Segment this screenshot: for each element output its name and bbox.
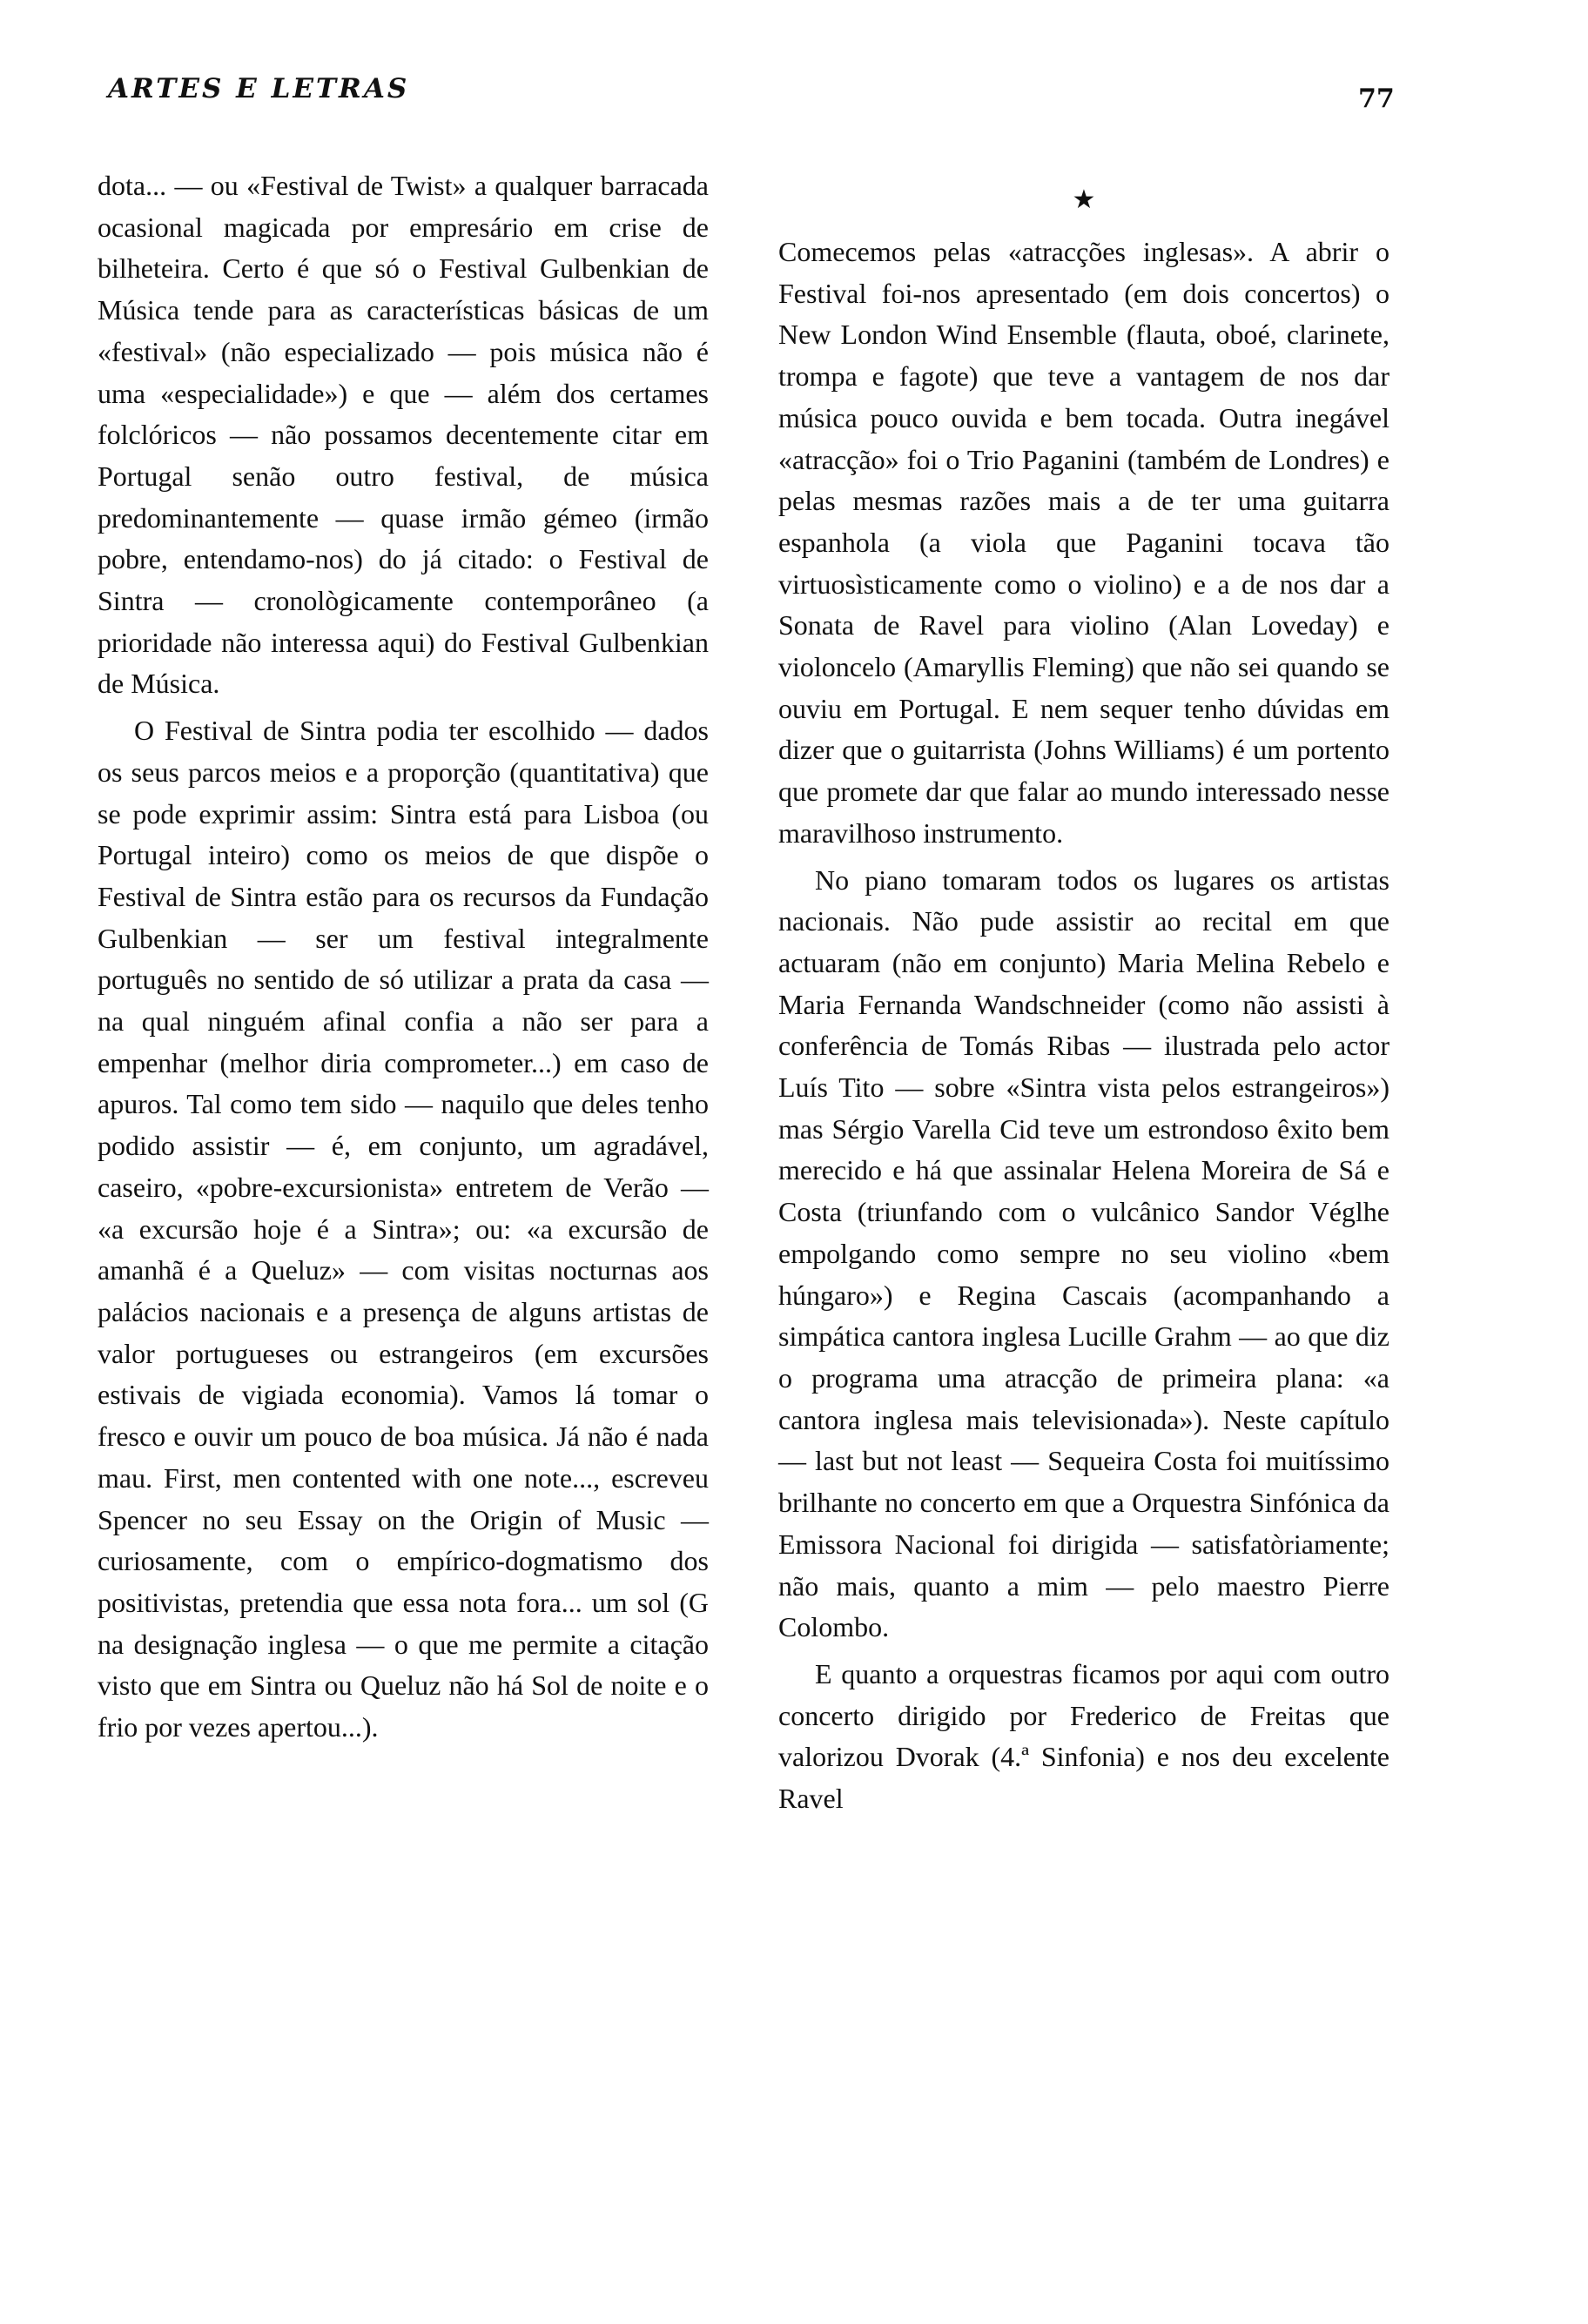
star-ornament-icon: ★ [1072, 185, 1096, 214]
paragraph: dota... — ou «Festival de Twist» a qualquer barracada ocasional magicada por empresário em crise de bilheteira. Certo é que só o Festival Gulbenkian de Música tende para as características básicas de um «festival» (não especializado — pois música não é uma «especialidade») e que — além dos certames folclóricos — não possamos decentemente citar em Portugal senão outro festival, de música predominantemente — quase irmão gémeo (irmão pobre, entendamo-nos) do já citado: o Festival de Sintra — cronològicamente contemporâneo (a prioridade não interessa aqui) do Festival Gulbenkian de Música. [98, 170, 709, 700]
running-title: ARTES E LETRAS [108, 73, 410, 104]
paragraph: O Festival de Sintra podia ter escolhido — dados os seus parcos meios e a proporção (quantitativa) que se pode exprimir assim: Sintra está para Lisboa (ou Portugal inteiro) como os meios de que dispõe o Festival de Sintra estão para os recursos da Fundação Gulbenkian — ser um festival integralmente português no sentido de só utilizar a prata da casa — na qual ninguém afinal confia a não ser para a empenhar (melhor diria comprometer...) em caso de apuros. Tal como tem sido — naquilo que deles tenho podido assistir — é, em conjunto, um agradável, caseiro, «pobre-excursionista» entretem de Verão — «a excursão hoje é a Sintra»; ou: «a excursão de amanhã é a Queluz» — com visitas nocturnas aos palácios nacionais e a presença de alguns artistas de valor portugueses ou estrangeiros (em excursões estivais de vigiada economia). Vamos lá tomar o fresco e ouvir um pouco de boa música. Já não é nada mau. First, men contented with one note..., escreveu Spencer no seu Essay on the Origin of Music — curiosamente, com o empírico-dogmatismo dos positivistas, pretendia que essa nota fora... um sol (G na designação inglesa — o que me permite a citação visto que em Sintra ou Queluz não há Sol de noite e o frio por vezes apertou...). [98, 715, 709, 1743]
paragraph: E quanto a orquestras ficamos por aqui com outro concerto dirigido por Frederico de Freitas que valorizou Dvorak (4.ª Sinfonia) e nos deu excelente Ravel [778, 1657, 1390, 1815]
paragraph: Comecemos pelas «atracções inglesas». A abrir o Festival foi-nos apresentado (em dois concertos) o New London Wind Ensemble (flauta, oboé, clarinete, trompa e fagote) que teve a vantagem de nos dar música pouco ouvida e bem tocada. Outra inegável «atracção» foi o Trio Paganini (também de Londres) e pelas mesmas razões mais a de ter uma guitarra espanhola (a viola que Paganini tocava tão virtuosìsticamente como o violino) e a de nos dar a Sonata de Ravel para violino (Alan Loveday) e violoncelo (Amaryllis Fleming) que não sei quando se ouviu em Portugal. E nem sequer tenho dúvidas em dizer que o guitarrista (Johns Williams) é um portento que promete dar que falar ao mundo interessado nesse maravilhoso instrumento. [778, 236, 1390, 849]
right-column [778, 179, 1390, 1820]
paragraph: No piano tomaram todos os lugares os artistas nacionais. Não pude assistir ao recital em que actuaram (não em conjunto) Maria Melina Rebelo e Maria Fernanda Wandschneider (como não assisti à conferência de Tomás Ribas — ilustrada pelo actor Luís Tito — sobre «Sintra vista pelos estrangeiros») mas Sérgio Varella Cid teve um estrondoso êxito bem merecido e há que assinalar Helena Moreira de Sá e Costa (triunfando com o vulcânico Sandor Véglhe empolgando como sempre no seu violino «bem húngaro») e Regina Cascais (acompanhando a simpática cantora inglesa Lucille Grahm — ao que diz o programa uma atracção de primeira plana: «a cantora inglesa mais televisionada»). Neste capítulo — last but not least — Sequeira Costa foi muitíssimo brilhante no concerto em que a Orquestra Sinfónica da Emissora Nacional foi dirigida — satisfatòriamente; não mais, quanto a mim — pelo maestro Pierre Colombo. [778, 863, 1390, 1643]
left-column [98, 165, 709, 1749]
page-number: 77 [1358, 84, 1395, 114]
